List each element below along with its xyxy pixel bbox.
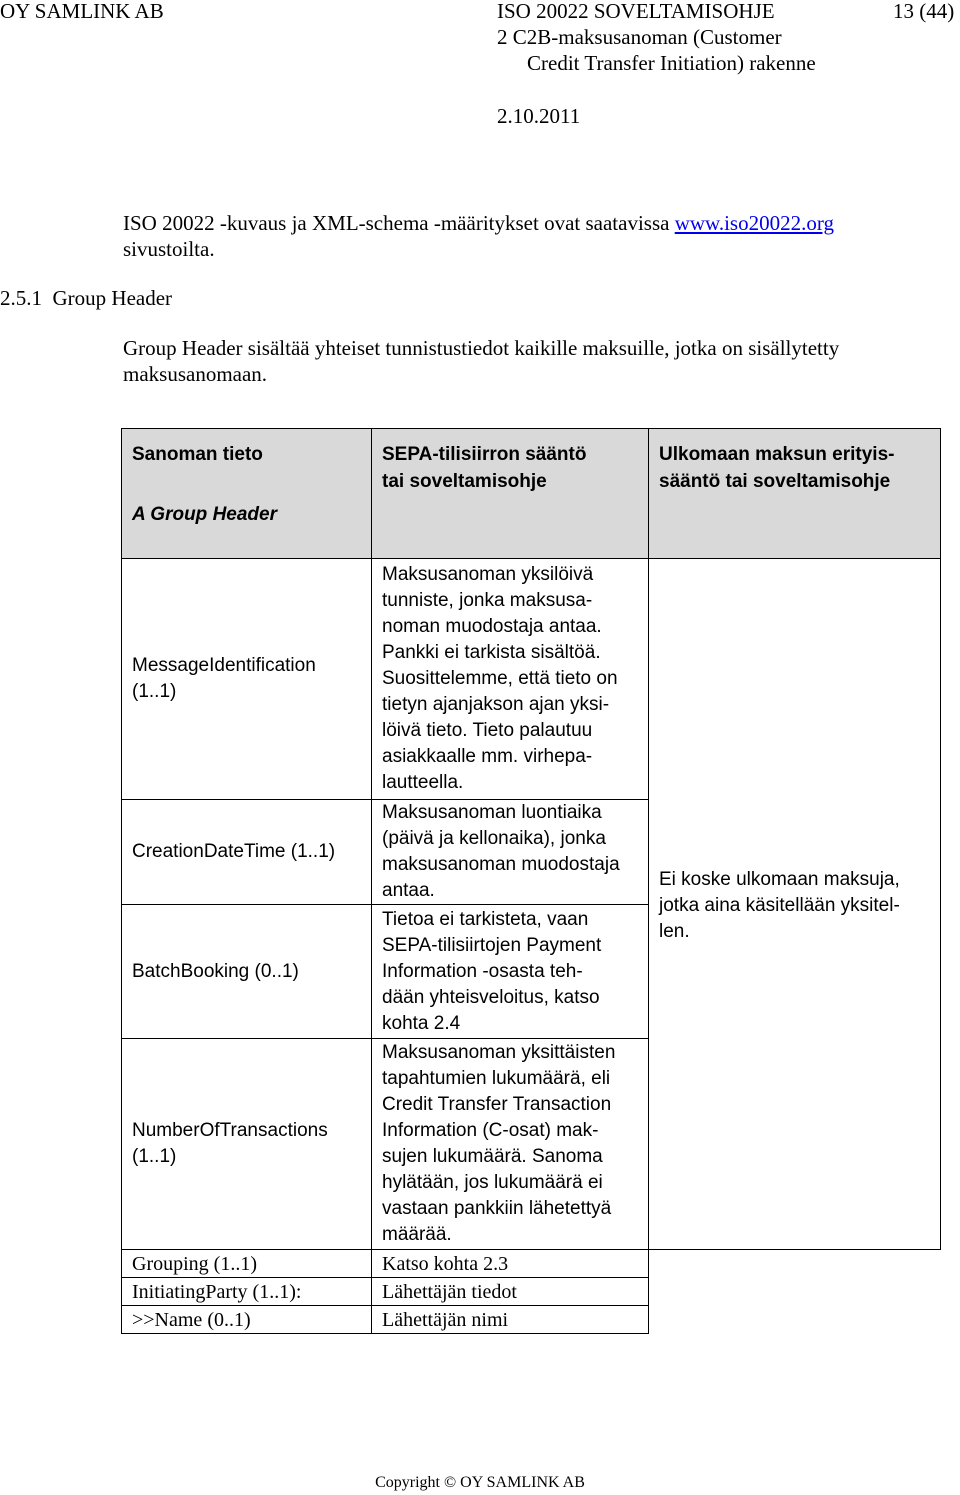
- document-title: ISO 20022 SOVELTAMISOHJE: [497, 0, 775, 23]
- sepa-rule-cell: [372, 1039, 649, 1250]
- field-name: NumberOfTransactions (1..1): [132, 1120, 328, 1167]
- section-paragraph-line2: maksusanomaan.: [123, 362, 268, 386]
- intro-line1: [123, 210, 834, 236]
- intro-line2: sivustoilta.: [123, 237, 215, 261]
- foreign-rule: Ei koske ulkomaan maksuja, jotka aina käsitellään yksitel- len.: [659, 869, 900, 942]
- sepa-rule: Katso kohta 2.3: [382, 1252, 509, 1275]
- sepa-rule-cell: [372, 905, 649, 1039]
- sepa-rule-cell: [372, 1250, 649, 1278]
- section-paragraph-line1: Group Header sisältää yhteiset tunnistustiedot kaikille maksuille, jotka on sisällytetty: [123, 336, 840, 360]
- table-row: [122, 559, 941, 800]
- field-name-cell: [122, 1250, 372, 1278]
- col2-header-cell: [372, 429, 649, 559]
- field-name: MessageIdentification (1..1): [132, 655, 316, 702]
- col1-header: Sanoman tieto: [132, 444, 263, 465]
- field-name-cell: [122, 559, 372, 800]
- section-heading: [0, 285, 172, 311]
- field-name: BatchBooking (0..1): [132, 960, 299, 982]
- sepa-rule: Maksusanoman yksilöivä tunniste, jonka maksusa- noman muodostaja antaa. Pankki ei tarkista sisältöä. Suosittelemme, että tieto on tietyn ajanjakson ajan yksi- löivä tieto. Tieto palautuu asiakkaalle mm. virhepa- lautteella.: [382, 564, 618, 793]
- section-heading-title: Group Header: [52, 286, 173, 310]
- sepa-rule: Maksusanoman luontiaika (päivä ja kellonaika), jonka maksusanoman muodostaja antaa.: [382, 802, 620, 901]
- col2-header-line1: SEPA-tilisiirron sääntö: [382, 444, 587, 465]
- foreign-rule-cell: [649, 559, 941, 1250]
- field-name: Grouping (1..1): [132, 1252, 257, 1275]
- table-row: [122, 1278, 941, 1306]
- table-row: [122, 1306, 941, 1334]
- table-header-row: [122, 429, 941, 559]
- page-number: 13 (44): [893, 0, 955, 23]
- field-name-cell: [122, 1039, 372, 1250]
- sepa-rule: Lähettäjän tiedot: [382, 1280, 517, 1303]
- section-number: 2.5.1: [0, 286, 42, 310]
- col2-header-line2: tai soveltamisohje: [382, 471, 547, 492]
- empty-cell: [649, 1306, 941, 1334]
- sepa-rule-cell: [372, 800, 649, 905]
- document-date: 2.10.2011: [497, 104, 581, 128]
- intro-text: ISO 20022 -kuvaus ja XML-schema -määritykset ovat saatavissa: [123, 211, 675, 235]
- field-name-cell: [122, 800, 372, 905]
- sepa-rule-cell: [372, 1278, 649, 1306]
- field-name-cell: [122, 905, 372, 1039]
- section-title-line1: 2 C2B-maksusanoman (Customer: [497, 25, 782, 49]
- empty-cell: [649, 1278, 941, 1306]
- field-name: >>Name (0..1): [132, 1308, 251, 1331]
- section-title-line2: Credit Transfer Initiation) rakenne: [527, 51, 816, 75]
- sepa-rule: Lähettäjän nimi: [382, 1308, 509, 1331]
- field-name: InitiatingParty (1..1):: [132, 1280, 302, 1303]
- col3-header-line1: Ulkomaan maksun erityis-: [659, 444, 895, 465]
- col1-header-cell: [122, 429, 372, 559]
- iso20022-link[interactable]: www.iso20022.org: [674, 211, 834, 235]
- empty-cell: [649, 1250, 941, 1278]
- table-row: [122, 1250, 941, 1278]
- field-name-cell: [122, 1306, 372, 1334]
- field-name: CreationDateTime (1..1): [132, 841, 336, 862]
- field-name-cell: [122, 1278, 372, 1306]
- sepa-rule-cell: [372, 559, 649, 800]
- sepa-rule: Maksusanoman yksittäisten tapahtumien lukumäärä, eli Credit Transfer Transaction Information (C-osat) mak- sujen lukumäärä. Sanoma hylätään, jos lukumäärä ei vastaan pankkiin lähetettyä määrää.: [382, 1042, 616, 1245]
- sepa-rule-cell: [372, 1306, 649, 1334]
- group-header-table: [121, 428, 941, 1334]
- col3-header-cell: [649, 429, 941, 559]
- sepa-rule: Tietoa ei tarkisteta, vaan SEPA-tilisiirtojen Payment Information -osasta teh- dään yhteisveloitus, katso kohta 2.4: [382, 908, 602, 1034]
- col1-subheader: A Group Header: [132, 504, 277, 525]
- col3-header-line2: sääntö tai soveltamisohje: [659, 471, 891, 492]
- copyright-footer: Copyright © OY SAMLINK AB: [375, 1474, 585, 1491]
- company-name: OY SAMLINK AB: [0, 0, 164, 23]
